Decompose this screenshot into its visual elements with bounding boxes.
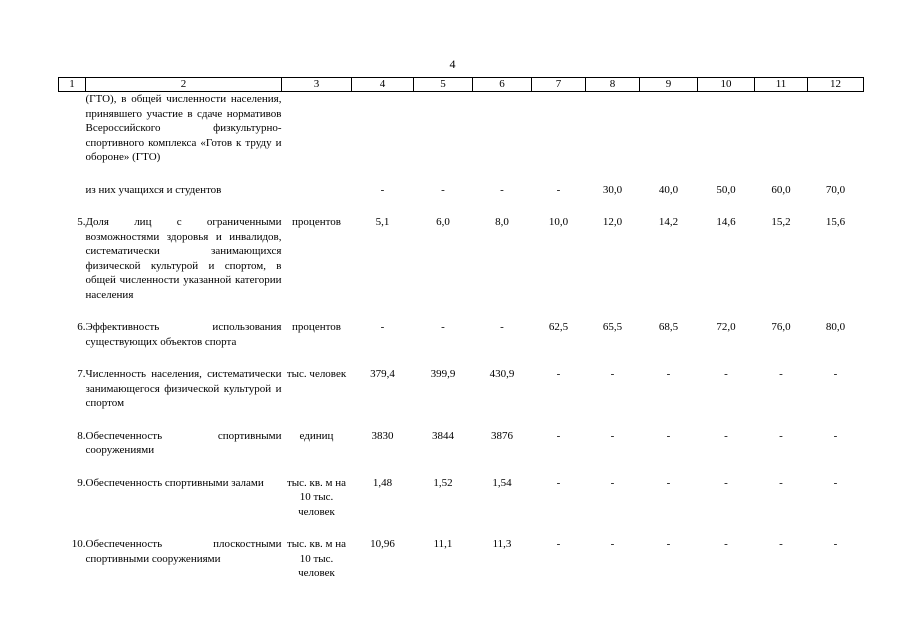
- value-cell: 11,1: [433, 538, 453, 550]
- value-cell: -: [779, 368, 783, 380]
- value-cell: 11,3: [492, 538, 512, 550]
- value-cell: -: [500, 183, 504, 196]
- value-cell: -: [441, 183, 445, 196]
- value-cell: 1,54: [492, 476, 512, 489]
- value-cell: 12,0: [602, 216, 623, 228]
- value-cell: [352, 92, 414, 165]
- row-spacer: [59, 302, 864, 320]
- value-cell: -: [380, 321, 385, 333]
- indicator-name: Эффективность использования существующих объектов спорта: [85, 321, 282, 348]
- row-spacer: [59, 458, 864, 476]
- value-cell: -: [380, 183, 385, 196]
- value-cell: 8,0: [495, 216, 509, 228]
- row-number: 10.: [71, 538, 86, 550]
- row-spacer: [59, 165, 864, 183]
- value-cell: [473, 92, 532, 165]
- value-cell: 1,48: [372, 476, 393, 489]
- column-header: 3: [282, 78, 352, 92]
- indicator-name: Обеспеченность спортивными залами: [85, 476, 264, 489]
- row-number: 7.: [77, 368, 86, 380]
- unit-cell: тыс. кв. м на 10 тыс. человек: [286, 476, 347, 518]
- value-cell: -: [833, 429, 838, 442]
- indicator-name: Доля лиц с ограниченными возможностями здоровья и инвалидов, систематически занимающихся физической культурой и спортом, в общей численности указанной категории населения: [85, 216, 282, 301]
- table-row: [59, 320, 864, 349]
- row-number: 6.: [77, 321, 86, 333]
- value-cell: -: [833, 538, 838, 550]
- unit-cell: тыс. человек: [286, 368, 347, 380]
- table-row: [59, 215, 864, 302]
- row-number: 9.: [77, 476, 86, 489]
- value-cell: [532, 92, 586, 165]
- value-cell: -: [556, 429, 561, 442]
- unit-cell: процентов: [292, 216, 341, 228]
- value-cell: -: [500, 321, 504, 333]
- column-header: 6: [473, 78, 532, 92]
- table-row: [59, 183, 864, 198]
- indicator-name: (ГТО), в общей численности населения, принявшего участие в сдаче нормативов Всероссийского физкультурно-спортивного комплекса «Готов к труду и обороне» (ГТО): [85, 93, 282, 163]
- table-row: [59, 92, 864, 165]
- value-cell: -: [556, 476, 561, 489]
- column-header: 5: [414, 78, 473, 92]
- unit-cell: [282, 92, 352, 165]
- value-cell: 60,0: [771, 183, 791, 196]
- indicator-name: Численность населения, систематически занимающегося физической культурой и спортом: [85, 368, 282, 409]
- value-cell: 30,0: [602, 183, 623, 196]
- value-cell: [698, 92, 755, 165]
- value-cell: -: [666, 538, 671, 550]
- value-cell: 14,2: [658, 216, 679, 228]
- row-number: [59, 183, 86, 198]
- value-cell: -: [666, 476, 671, 489]
- value-cell: -: [610, 429, 615, 442]
- value-cell: -: [666, 368, 671, 380]
- value-cell: -: [724, 429, 728, 442]
- value-cell: 68,5: [658, 321, 679, 333]
- column-header: 2: [86, 78, 282, 92]
- row-spacer: [59, 197, 864, 215]
- value-cell: -: [556, 368, 561, 380]
- table-row: [59, 429, 864, 458]
- row-number: 8.: [77, 429, 86, 442]
- column-header: 10: [698, 78, 755, 92]
- value-cell: 10,96: [370, 538, 395, 550]
- column-header: 9: [640, 78, 698, 92]
- value-cell: 62,5: [548, 321, 569, 333]
- value-cell: 430,9: [489, 368, 515, 380]
- value-cell: 15,6: [825, 216, 846, 228]
- value-cell: -: [724, 368, 728, 380]
- column-header: 1: [59, 78, 86, 92]
- indicators-table: [58, 77, 864, 581]
- page-number: 4: [449, 57, 456, 71]
- row-spacer: [59, 411, 864, 429]
- row-number: [59, 92, 86, 165]
- value-cell: 1,52: [433, 476, 453, 489]
- indicator-name: Обеспеченность плоскостными спортивными сооружениями: [85, 538, 282, 565]
- value-cell: -: [441, 321, 445, 333]
- row-number: 5.: [77, 216, 86, 228]
- value-cell: 40,0: [658, 183, 679, 196]
- value-cell: 5,1: [375, 216, 390, 228]
- value-cell: -: [779, 538, 783, 550]
- column-header: 4: [352, 78, 414, 92]
- value-cell: 50,0: [716, 183, 736, 196]
- value-cell: -: [610, 476, 615, 489]
- value-cell: [640, 92, 698, 165]
- value-cell: -: [610, 368, 615, 380]
- indicator-name: Обеспеченность спортивными сооружениями: [85, 429, 282, 456]
- unit-cell: тыс. кв. м на 10 тыс. человек: [286, 538, 347, 579]
- value-cell: 10,0: [548, 216, 569, 228]
- value-cell: [808, 92, 864, 165]
- column-header: 7: [532, 78, 586, 92]
- value-cell: [414, 92, 473, 165]
- indicator-name: из них учащихся и студентов: [85, 183, 222, 196]
- value-cell: 379,4: [370, 368, 395, 380]
- value-cell: -: [724, 476, 728, 489]
- value-cell: -: [556, 538, 561, 550]
- value-cell: 70,0: [825, 183, 846, 196]
- column-header: 8: [586, 78, 640, 92]
- value-cell: 65,5: [602, 321, 623, 333]
- header-row: [59, 78, 864, 92]
- value-cell: 76,0: [771, 321, 791, 333]
- value-cell: -: [610, 538, 615, 550]
- value-cell: 14,6: [716, 216, 736, 228]
- table-row: [59, 537, 864, 581]
- column-header: 11: [755, 78, 808, 92]
- value-cell: [586, 92, 640, 165]
- value-cell: 3844: [432, 429, 454, 442]
- value-cell: [755, 92, 808, 165]
- unit-cell: процентов: [292, 321, 341, 333]
- value-cell: -: [666, 429, 671, 442]
- unit-cell: единиц: [299, 429, 334, 442]
- value-cell: -: [779, 429, 783, 442]
- table-row: [59, 367, 864, 411]
- value-cell: 3830: [371, 429, 394, 442]
- table-row: [59, 476, 864, 520]
- value-cell: 15,2: [771, 216, 791, 228]
- value-cell: -: [779, 476, 783, 489]
- value-cell: 72,0: [716, 321, 736, 333]
- unit-cell: [282, 183, 352, 198]
- value-cell: -: [556, 183, 561, 196]
- value-cell: 80,0: [825, 321, 846, 333]
- value-cell: 399,9: [430, 368, 456, 380]
- column-header: 12: [808, 78, 864, 92]
- row-spacer: [59, 519, 864, 537]
- value-cell: -: [833, 476, 838, 489]
- value-cell: 6,0: [436, 216, 450, 228]
- value-cell: -: [724, 538, 728, 550]
- row-spacer: [59, 349, 864, 367]
- value-cell: 3876: [491, 429, 513, 442]
- value-cell: -: [833, 368, 838, 380]
